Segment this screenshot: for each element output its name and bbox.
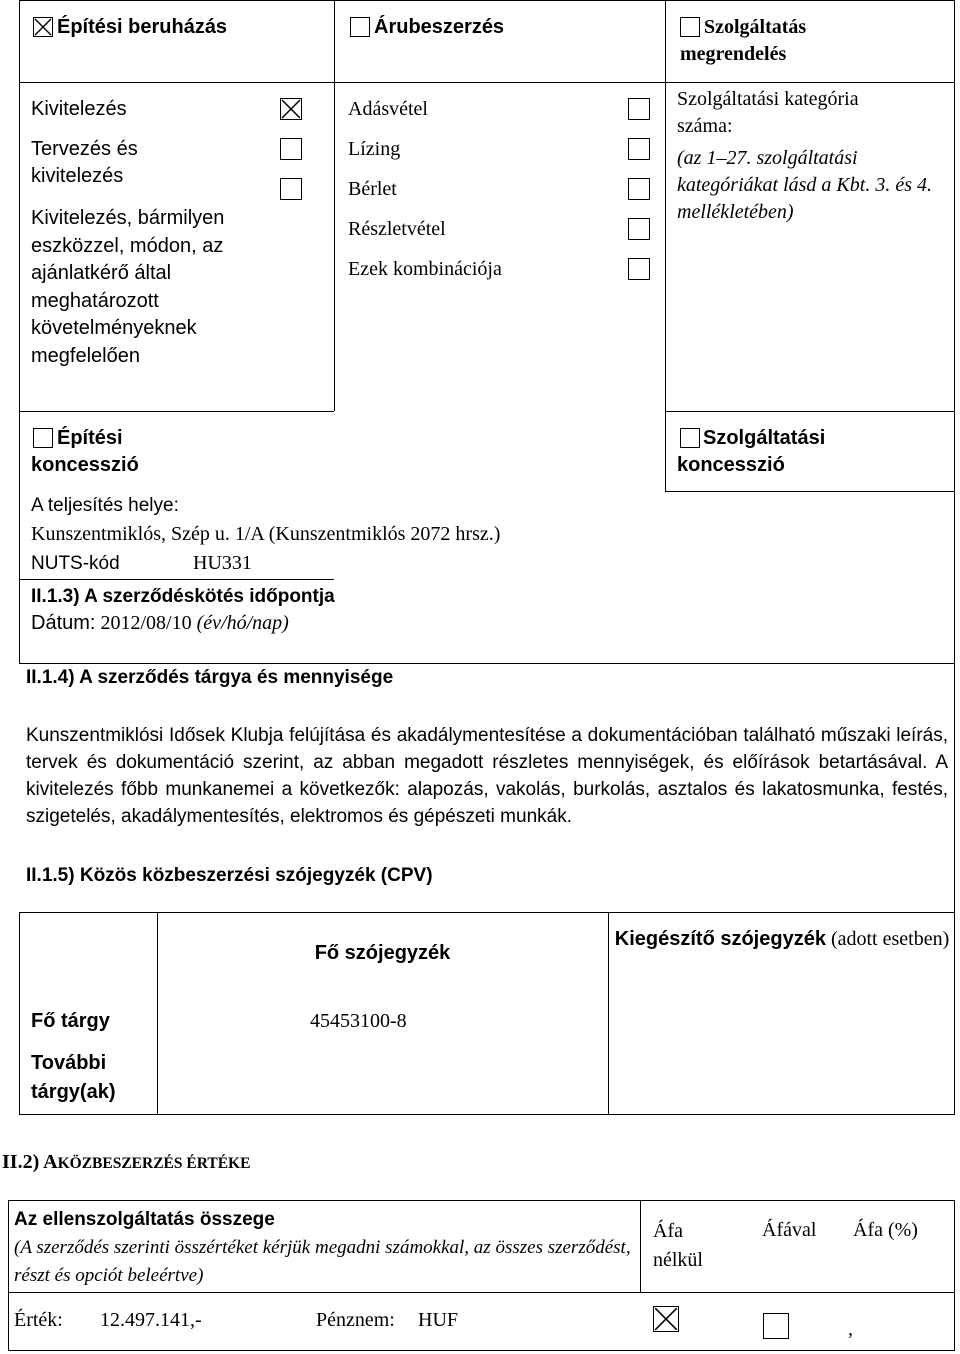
currency-value: HUF [418,1309,459,1331]
works-option-2-checkbox[interactable] [280,138,302,160]
services-title: Szolgáltatás megrendelés [680,16,807,65]
supplies-option-3: Bérlet [348,178,397,200]
works-option-2: Tervezés és kivitelezés [31,138,138,187]
works-option-3: Kivitelezés, bármilyen eszközzel, módon, az ajánlatkérő által meghatározott követelményeknek megfelelően [31,207,225,367]
supplies-option-4-checkbox[interactable] [628,218,650,240]
supplies-option-5: Ezek kombinációja [348,258,502,280]
supplies-option-5-checkbox[interactable] [628,258,650,280]
value-amount: 12.497.141,- [100,1309,202,1331]
works-option-3-checkbox[interactable] [280,178,302,200]
date-value: 2012/08/10 [100,612,192,634]
section-115-heading: II.1.5) Közös közbeszerzési szójegyzék (CPV) [26,865,433,886]
nuts-code: HU331 [193,552,252,574]
supplies-title: Árubeszerzés [374,16,505,38]
section-114-heading: II.1.4) A szerződés tárgya és mennyisége [26,667,394,688]
cpv-row-main-label: Fő tárgy [31,1010,110,1032]
supplies-option-4: Részletvétel [348,218,446,240]
supplies-option-1-checkbox[interactable] [628,98,650,120]
section-22-first: A [43,1151,58,1173]
works-title: Építési beruházás [57,16,228,38]
cpv-col-supp [612,926,952,953]
date-line [31,610,289,637]
supplies-option-2-checkbox[interactable] [628,138,650,160]
service-category-note: (az 1–27. szolgáltatási kategóriákat lásd a Kbt. 3. és 4. mellékletében) [677,147,932,223]
currency-label: Pénznem: [316,1309,395,1331]
works-option-1: Kivitelezés [31,98,127,120]
value-title: Az ellenszolgáltatás összege [14,1209,275,1230]
service-category-label: Szolgáltatási kategória száma: [677,88,859,137]
cpv-row-other-label: További tárgy(ak) [31,1052,116,1103]
vat-excl-checkbox[interactable] [653,1306,679,1332]
place-address: Kunszentmiklós, Szép u. 1/A (Kunszentmiklós 2072 hrsz.) [31,523,501,545]
service-concession-label: Szolgáltatási koncesszió [677,427,826,476]
vat-excl-header: Áfa nélkül [653,1220,703,1271]
works-concession-label: Építési koncesszió [31,427,139,476]
nuts-label: NUTS-kód [31,553,120,574]
section-22-rest: KÖZBESZERZÉS ÉRTÉKE [57,1155,251,1172]
date-label: Dátum: [31,612,96,634]
cpv-col-supp-rest: (adott esetben) [830,928,950,950]
cpv-col-main: Fő szójegyzék [314,942,451,964]
date-format: (év/hó/nap) [196,612,289,634]
works-option-1-checkbox[interactable] [280,98,302,120]
supplies-option-1: Adásvétel [348,98,428,120]
vat-pct-header: Áfa (%) [853,1219,918,1241]
section-22-prefix: II.2) [2,1151,40,1173]
cpv-col-supp-bold: Kiegészítő szójegyzék [614,928,826,950]
section-22-heading [2,1150,250,1176]
works-checkbox[interactable] [33,17,53,37]
value-label: Érték: [14,1309,63,1331]
vat-pct-value: , [848,1318,853,1340]
supplies-checkbox[interactable] [350,17,370,37]
vat-incl-checkbox[interactable] [763,1313,789,1339]
supplies-option-2: Lízing [348,138,401,160]
supplies-option-3-checkbox[interactable] [628,178,650,200]
value-note: (A szerződés szerinti összértéket kérjük megadni számokkal, az összes szerződést, részt és opciót beleértve) [14,1237,631,1286]
vat-incl-header: Áfával [762,1219,817,1241]
section-113-heading: II.1.3) A szerződéskötés időpontja [31,586,335,607]
place-label: A teljesítés helye: [31,495,179,516]
cpv-row-main-code: 45453100-8 [310,1010,407,1032]
section-114-body: Kunszentmiklósi Idősek Klubja felújítása és akadálymentesítése a dokumentációban található műszaki leírás, tervek és dokumentáció szerint, az abban megadott részletes mennyiségek, és előírások betartásával. A kivitelezés főbb munkanemei a következők: alapozás, vakolás, burkolás, asztalos és lakatosmunka, festés, szigetelés, akadálymentesítés, elektromos és gépészeti munkák. [26,725,948,827]
